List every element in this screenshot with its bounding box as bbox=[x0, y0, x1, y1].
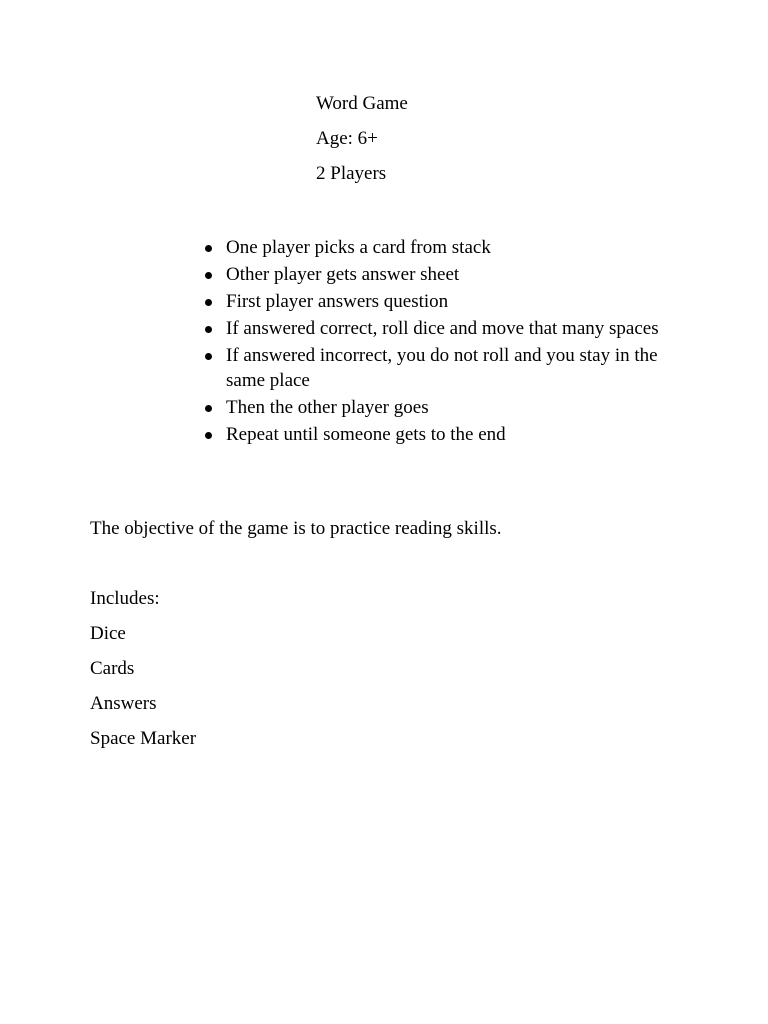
player-count: 2 Players bbox=[316, 163, 387, 184]
rule-text: One player picks a card from stack bbox=[226, 237, 491, 258]
includes-item: Space Marker bbox=[90, 728, 197, 749]
bullet-icon bbox=[205, 272, 212, 279]
game-title: Word Game bbox=[316, 93, 408, 114]
bullet-icon bbox=[205, 405, 212, 412]
age-rating: Age: 6+ bbox=[316, 128, 378, 149]
includes-item: Answers bbox=[90, 693, 157, 714]
rule-text: Repeat until someone gets to the end bbox=[226, 424, 506, 445]
bullet-icon bbox=[205, 353, 212, 360]
rule-text: If answered correct, roll dice and move that many spaces bbox=[226, 318, 659, 339]
rule-item bbox=[226, 289, 666, 314]
includes-item: Cards bbox=[90, 658, 135, 679]
objective-text: The objective of the game is to practice reading skills. bbox=[90, 518, 502, 539]
rule-item bbox=[226, 235, 666, 260]
rule-text: If answered incorrect, you do not roll and you stay in the same place bbox=[226, 345, 658, 391]
includes-heading: Includes: bbox=[90, 588, 160, 609]
bullet-icon bbox=[205, 299, 212, 306]
bullet-icon bbox=[205, 432, 212, 439]
rule-text: Then the other player goes bbox=[226, 397, 429, 418]
rule-item bbox=[226, 343, 666, 393]
rule-item bbox=[226, 262, 666, 287]
game-header bbox=[316, 92, 408, 197]
includes-item: Dice bbox=[90, 623, 126, 644]
bullet-icon bbox=[205, 245, 212, 252]
rule-text: First player answers question bbox=[226, 291, 449, 312]
rules-list bbox=[226, 235, 666, 449]
includes-section bbox=[90, 587, 196, 762]
rule-item bbox=[226, 422, 666, 447]
rule-text: Other player gets answer sheet bbox=[226, 264, 460, 285]
rule-item bbox=[226, 316, 666, 341]
rule-item bbox=[226, 395, 666, 420]
bullet-icon bbox=[205, 326, 212, 333]
